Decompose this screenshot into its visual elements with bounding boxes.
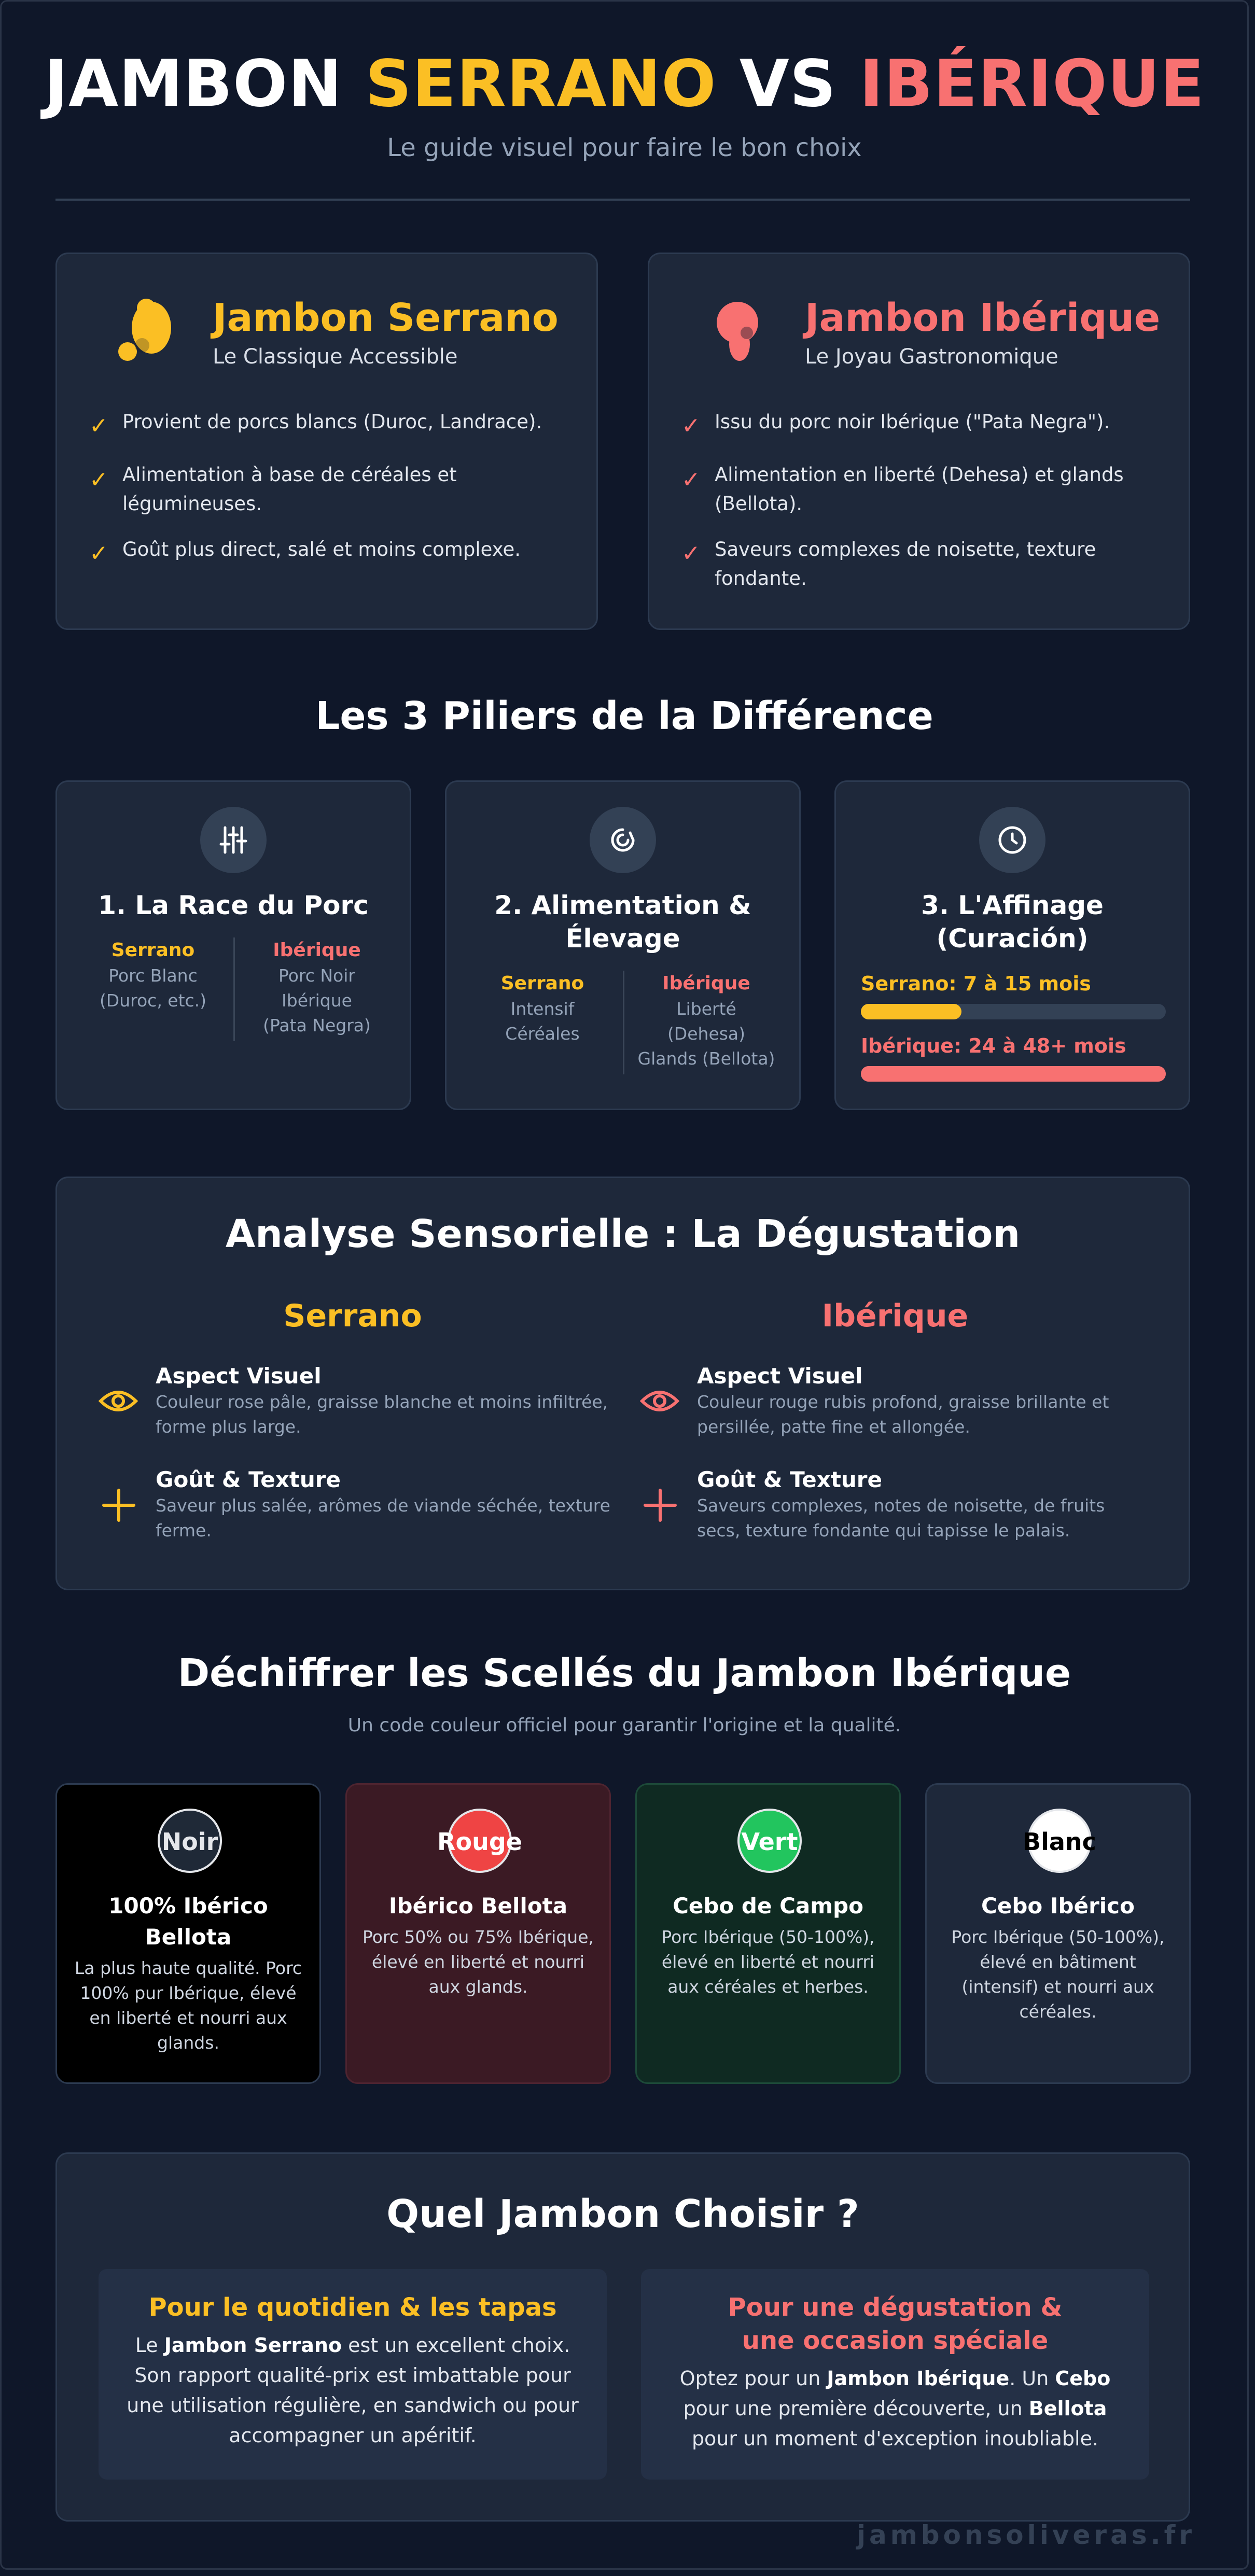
pillar-alimentation-title: 2. Alimentation & Élevage — [494, 890, 751, 954]
seal-badge-vert — [737, 1809, 802, 1873]
iberique-card-subtitle: Le Joyau Gastronomique — [805, 345, 1058, 369]
iberique-item: Saveurs complexes de noisette, texture fondante. — [715, 538, 1096, 590]
sensory-card — [55, 1177, 1190, 1590]
race-serrano-col — [78, 937, 228, 1013]
serrano-item: Goût plus direct, salé et moins complexe. — [122, 538, 521, 561]
pillar-icon-circle — [979, 807, 1045, 873]
alim-iberique-label: Ibérique — [662, 973, 750, 994]
serrano-card-subtitle: Le Classique Accessible — [213, 345, 458, 369]
seal-card-rouge — [345, 1783, 611, 2084]
affinage-iberique-label: Ibérique: 24 à 48+ mois — [861, 1034, 1126, 1057]
choice-special-box — [641, 2269, 1149, 2480]
title-vs: VS — [716, 47, 860, 121]
seal-label-noir: Noir — [161, 1828, 218, 1856]
title-jambon: JAMBON — [44, 47, 366, 121]
seal-desc-vert: Porc Ibérique (50-100%), élevé en liberté et nourri aux céréales et herbes. — [661, 1927, 875, 1997]
race-iberique-label: Ibérique — [273, 940, 361, 961]
plus-icon — [642, 1487, 678, 1523]
seal-title-vert: Cebo de Campo — [673, 1893, 863, 1919]
choice-text-part: pour une première découverte, un — [683, 2397, 1029, 2420]
iberique-card — [648, 253, 1190, 630]
sensory-iberique-label: Ibérique — [821, 1298, 969, 1334]
affinage-iberique-bar — [861, 1066, 1166, 1082]
choice-special-text — [662, 2363, 1128, 2454]
pillar-race-card — [55, 780, 411, 1110]
seal-desc-rouge: Porc 50% ou 75% Ibérique, élevé en liberté et nourri aux glands. — [362, 1927, 594, 1997]
alim-serrano-desc: Intensif Céréales — [505, 999, 580, 1044]
seal-card-noir — [55, 1783, 321, 2084]
race-serrano-label: Serrano — [111, 940, 195, 961]
affinage-serrano-bar-fill — [861, 1004, 961, 1019]
eye-icon — [640, 1387, 679, 1416]
seal-label-rouge: Rouge — [437, 1828, 522, 1856]
ham-leg-icon — [114, 297, 182, 369]
serrano-card-title: Jambon Serrano — [213, 296, 559, 340]
choice-everyday-title: Pour le quotidien & les tapas — [148, 2293, 557, 2322]
choice-text-bold: Jambon Ibérique — [827, 2367, 1010, 2390]
pillar-divider — [623, 971, 624, 1074]
seal-card-blanc — [925, 1783, 1191, 2084]
race-serrano-desc: Porc Blanc (Duroc, etc.) — [99, 965, 207, 1011]
page-title — [2, 45, 1247, 123]
sensory-heading: Analyse Sensorielle : La Dégustation — [225, 1212, 1021, 1256]
title-iberique: IBÉRIQUE — [859, 47, 1205, 121]
choice-special-title: Pour une dégustation & une occasion spéciale — [728, 2293, 1063, 2355]
seals-subheading: Un code couleur officiel pour garantir l'origine et la qualité. — [347, 1715, 901, 1736]
check-icon: ✓ — [681, 540, 701, 567]
check-icon: ✓ — [681, 467, 701, 493]
choice-text-bold: Jambon Serrano — [164, 2334, 342, 2357]
pillar-race-title: 1. La Race du Porc — [98, 890, 369, 920]
sensory-serrano-label: Serrano — [283, 1298, 422, 1334]
race-iberique-col — [242, 937, 392, 1038]
ham-leg-icon — [706, 297, 774, 369]
seal-desc-blanc: Porc Ibérique (50-100%), élevé en bâtiment (intensif) et nourri aux céréales. — [951, 1927, 1165, 2022]
iberique-item: Alimentation en liberté (Dehesa) et glands (Bellota). — [715, 464, 1124, 515]
iberique-card-title: Jambon Ibérique — [805, 296, 1161, 340]
alim-serrano-col — [467, 971, 618, 1046]
seal-badge-blanc — [1023, 1809, 1096, 1873]
sensory-serrano-taste-title: Goût & Texture — [156, 1467, 341, 1492]
iberique-item: Issu du porc noir Ibérique ("Pata Negra"). — [715, 411, 1110, 433]
seal-title-noir: 100% Ibérico Bellota — [108, 1893, 268, 1950]
sensory-serrano-visual-title: Aspect Visuel — [156, 1363, 322, 1389]
sliders-icon — [200, 807, 267, 873]
check-icon: ✓ — [89, 413, 108, 439]
choice-text-part: . Un — [1009, 2367, 1055, 2390]
serrano-card — [55, 253, 598, 630]
seal-title-rouge: Ibérico Bellota — [388, 1893, 568, 1919]
choice-card — [55, 2152, 1190, 2522]
seed-icon — [590, 807, 656, 873]
affinage-serrano-bar — [861, 1004, 1166, 1019]
race-iberique-desc: Porc Noir Ibérique (Pata Negra) — [263, 965, 371, 1035]
seal-card-vert — [635, 1783, 901, 2084]
choice-heading: Quel Jambon Choisir ? — [386, 2192, 859, 2236]
choice-text-part: Optez pour un — [679, 2367, 827, 2390]
eye-icon — [99, 1387, 138, 1416]
pillar-icon-circle — [200, 807, 267, 873]
pillars-heading: Les 3 Piliers de la Différence — [315, 694, 933, 738]
sensory-iberique-visual-text: Couleur rouge rubis profond, graisse brillante et persillée, patte fine et allongée. — [697, 1392, 1109, 1437]
serrano-item: Alimentation à base de céréales et légumineuses. — [122, 464, 457, 515]
choice-everyday-box — [99, 2269, 607, 2480]
alim-iberique-col — [631, 971, 782, 1071]
plus-icon — [101, 1487, 137, 1523]
sensory-iberique-taste-title: Goût & Texture — [697, 1467, 882, 1492]
sensory-serrano-visual-text: Couleur rose pâle, graisse blanche et moins infiltrée, forme plus large. — [156, 1392, 608, 1437]
pillar-divider — [233, 937, 235, 1041]
title-serrano: SERRANO — [365, 47, 717, 121]
sensory-iberique-visual-title: Aspect Visuel — [697, 1363, 863, 1389]
choice-text-bold: Cebo — [1055, 2367, 1111, 2390]
sensory-iberique-taste-text: Saveurs complexes, notes de noisette, de fruits secs, texture fondante qui tapisse le palais. — [697, 1495, 1105, 1541]
seal-label-vert: Vert — [741, 1828, 798, 1856]
page-subtitle: Le guide visuel pour faire le bon choix — [387, 133, 862, 162]
pillar-affinage-card — [834, 780, 1190, 1110]
choice-text-part: pour un moment d'exception inoubliable. — [691, 2427, 1099, 2450]
check-icon: ✓ — [89, 467, 108, 493]
affinage-iberique-bar-fill — [861, 1066, 1166, 1082]
alim-iberique-desc: Liberté (Dehesa) Glands (Bellota) — [637, 999, 775, 1069]
header-divider — [55, 199, 1190, 201]
pillar-icon-circle — [590, 807, 656, 873]
seal-badge-rouge — [437, 1809, 522, 1873]
clock-icon — [979, 807, 1045, 873]
affinage-serrano-label: Serrano: 7 à 15 mois — [861, 972, 1091, 995]
choice-everyday-text — [119, 2330, 586, 2451]
serrano-item: Provient de porcs blancs (Duroc, Landrace). — [122, 411, 542, 433]
seal-title-blanc: Cebo Ibérico — [981, 1893, 1135, 1919]
seal-badge-noir — [158, 1809, 222, 1873]
choice-text-part: Le — [135, 2334, 164, 2357]
watermark: jambonsoliveras.fr — [856, 2520, 1195, 2550]
pillar-affinage-title: 3. L'Affinage (Curación) — [921, 890, 1104, 954]
alim-serrano-label: Serrano — [500, 973, 584, 994]
choice-text-part: est un excellent choix. Son rapport qualité-prix est imbattable pour une utilisation régulière, en sandwich ou pour accompagner un apéritif. — [127, 2334, 579, 2447]
check-icon: ✓ — [89, 540, 108, 567]
seal-desc-noir: La plus haute qualité. Porc 100% pur Ibérique, élevé en liberté et nourri aux glands. — [74, 1958, 302, 2053]
seal-label-blanc: Blanc — [1023, 1828, 1096, 1856]
pillar-alimentation-card — [445, 780, 801, 1110]
choice-text-bold: Bellota — [1028, 2397, 1107, 2420]
sensory-serrano-taste-text: Saveur plus salée, arômes de viande séchée, texture ferme. — [156, 1495, 610, 1541]
seals-heading: Déchiffrer les Scellés du Jambon Ibérique — [177, 1651, 1071, 1696]
check-icon: ✓ — [681, 413, 701, 439]
